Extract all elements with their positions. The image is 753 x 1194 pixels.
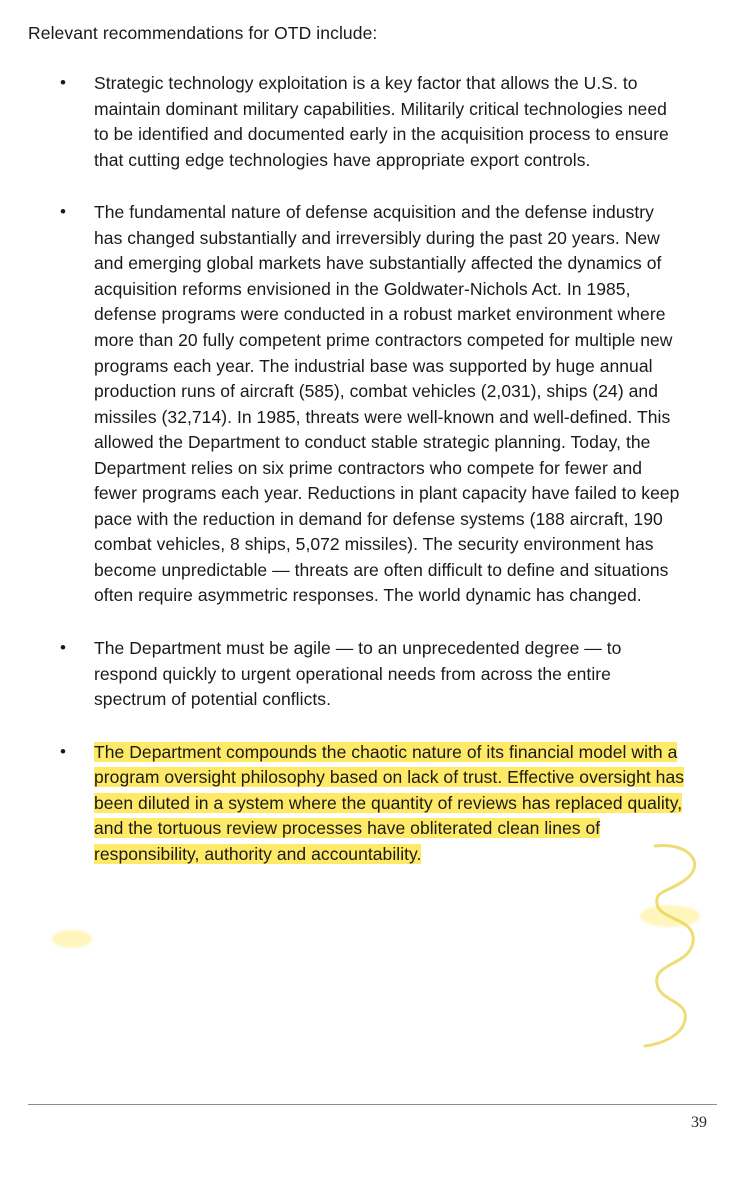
bullet-text-defense-acquisition: The fundamental nature of defense acquisition and the defense industry has changed substantially and irreversibly during the past 20 years. New and emerging global markets have substantially affected the dynamics of acquisition reforms envisioned in the Goldwater-Nichols Act. In 1985, defense programs were conducted in a robust market environment where more than 20 fully competent prime contractors competed for multiple new programs each year. The industrial base was supported by huge annual production runs of aircraft (585), combat vehicles (2,031), ships (24) and missiles (32,714). In 1985, threats were well-known and well-defined. This allowed the Department to conduct stable strategic planning. Today, the Department relies on six prime contractors who compete for fewer and fewer programs each year. Reductions in plant capacity have failed to keep pace with the reduction in demand for defense systems (188 aircraft, 190 combat vehicles, 8 ships, 5,072 missiles). The security environment has become unpredictable — threats are often difficult to define and situations often require asymmetric responses. The world dynamic has changed. bbox=[94, 202, 680, 606]
page-number: 39 bbox=[691, 1114, 707, 1131]
list-item bbox=[28, 740, 693, 868]
bullet-text-department-agile: The Department must be agile — to an unprecedented degree — to respond quickly to urgent operational needs from across the entire spectrum of potential conflicts. bbox=[94, 638, 622, 710]
bullet-text-strategic-technology: Strategic technology exploitation is a key factor that allows the U.S. to maintain dominant military capabilities. Militarily critical technologies need to be identified and documented early in the acquisition process to ensure that cutting edge technologies have appropriate export controls. bbox=[94, 73, 669, 170]
bullet-text-chaotic-financial-model: The Department compounds the chaotic nature of its financial model with a program oversight philosophy based on lack of trust. Effective oversight has been diluted in a system where the quantity of reviews has replaced quality, and the tortuous review processes have obliterated clean lines of responsibility, authority and accountability. bbox=[94, 741, 685, 864]
bullet-marker-icon: • bbox=[60, 638, 67, 658]
highlighter-smudge bbox=[52, 930, 92, 948]
recommendations-list bbox=[28, 71, 693, 867]
list-item bbox=[28, 71, 693, 173]
list-item bbox=[28, 200, 693, 609]
footer-divider bbox=[28, 1104, 717, 1105]
bullet-marker-icon: • bbox=[60, 73, 67, 93]
highlighter-smudge bbox=[640, 905, 700, 927]
bullet-marker-icon: • bbox=[60, 741, 67, 761]
pen-scribble-mark bbox=[627, 838, 717, 1058]
bullet-marker-icon: • bbox=[60, 202, 67, 222]
page-intro-text: Relevant recommendations for OTD include: bbox=[28, 23, 378, 43]
list-item bbox=[28, 636, 693, 713]
